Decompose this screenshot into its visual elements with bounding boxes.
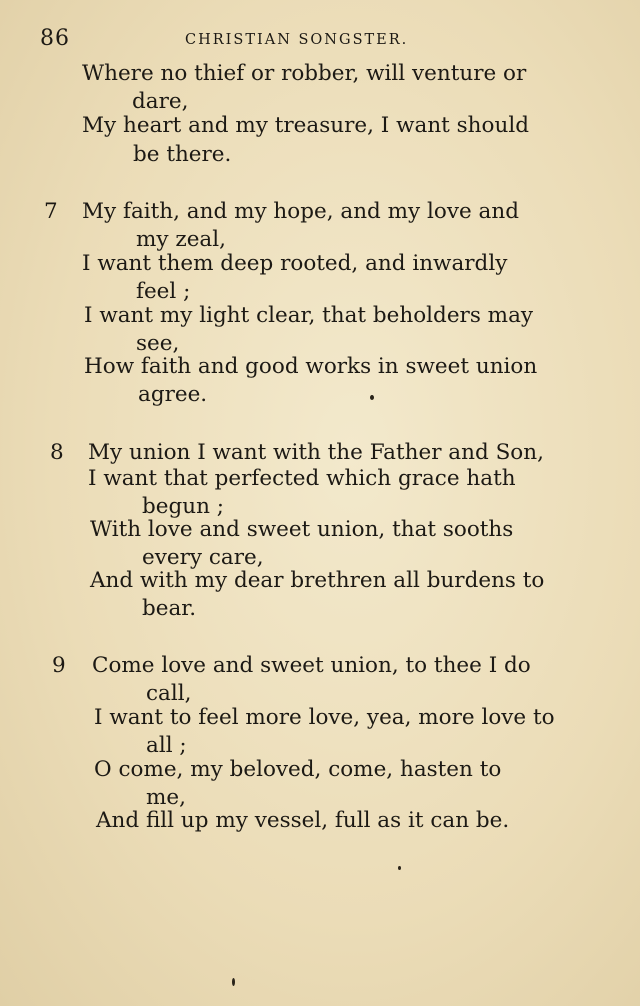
stanza-number: 7	[44, 199, 58, 224]
verse-line: Come love and sweet union, to thee I do	[92, 653, 531, 678]
verse-line: My faith, and my hope, and my love and	[82, 199, 519, 224]
verse-line: I want that perfected which grace hath	[88, 466, 516, 491]
ink-speck	[232, 978, 235, 986]
verse-line: see,	[136, 331, 180, 356]
stanza-number: 9	[52, 653, 66, 678]
verse-line: I want them deep rooted, and inwardly	[82, 251, 508, 276]
verse-line: My heart and my treasure, I want should	[82, 113, 529, 138]
verse-line: every care,	[142, 545, 264, 570]
verse-line: me,	[146, 785, 186, 810]
verse-line: With love and sweet union, that sooths	[90, 517, 514, 542]
verse-line: be there.	[133, 142, 232, 167]
verse-line: begun ;	[142, 494, 225, 519]
verse-line: bear.	[142, 596, 197, 621]
verse-line: I want my light clear, that beholders may	[84, 303, 534, 328]
verse-line: all ;	[146, 733, 187, 758]
verse-line: O come, my beloved, come, hasten to	[94, 757, 502, 782]
verse-line: my zeal,	[136, 227, 226, 252]
verse-line: call,	[146, 681, 192, 706]
page-header	[40, 26, 600, 56]
verse-line: And fill up my vessel, full as it can be.	[96, 808, 510, 833]
verse-line: dare,	[132, 89, 189, 114]
ink-speck	[398, 866, 401, 870]
ink-speck	[370, 395, 374, 400]
page-number: 86	[40, 26, 70, 51]
verse-line: How faith and good works in sweet union	[84, 354, 538, 379]
verse-line: agree.	[138, 382, 208, 407]
verse-line: Where no thief or robber, will venture or	[82, 61, 527, 86]
verse-line: My union I want with the Father and Son,	[88, 440, 544, 465]
stanza-number: 8	[50, 440, 64, 465]
verse-line: I want to feel more love, yea, more love to	[94, 705, 555, 730]
running-title: CHRISTIAN SONGSTER.	[185, 32, 409, 48]
verse-line: feel ;	[136, 279, 191, 304]
verse-line: And with my dear brethren all burdens to	[90, 568, 545, 593]
